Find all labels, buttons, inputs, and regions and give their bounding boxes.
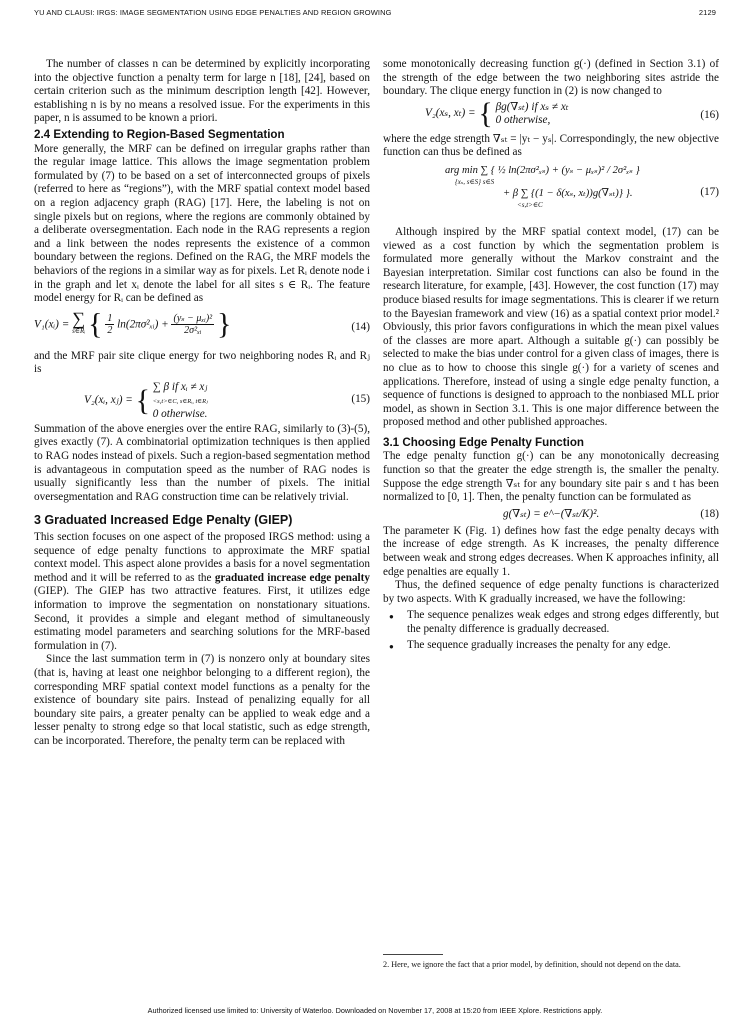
equation-17 [383,160,719,226]
page-number: 2129 [698,8,716,17]
eq14-sum: ∑ [72,308,86,329]
equation-number-14: (14) [351,320,370,333]
eq15-lhs: V₂(xᵢ, xⱼ) = [84,394,133,407]
license-footer: Authorized licensed use limited to: University of Waterloo. Downloaded on November 17, 2008 at 15:20 from IEEE Xplore. Restrictions apply. [147,1006,603,1015]
equation-number-17: (17) [700,186,719,199]
paragraph: The edge penalty function g(·) can be any monotonically decreasing function so that the greater the edge strength is, the smaller the penalty. Suppose the edge strength ∇ₛₜ for any boundary site pair s and t has been normalized to [0, 1]. Then, the penalty function can be formulated as [383,450,719,504]
paragraph: Thus, the defined sequence of edge penalty functions is characterized by two aspects. With K gradually increased, we have the following: [383,579,719,605]
paragraph: where the edge strength ∇ₛₜ = |yₜ − yₛ|. Correspondingly, the new objective function can thus be defined as [383,132,719,159]
equation-number-18: (18) [700,508,719,521]
paragraph: The number of classes n can be determined by explicitly incorporating into the objective function a penalty term for large n [18], [24], based on certain criterion such as the minimum description length [42]. However, establishing n is by no means a resolved issue. For the experiments in this paper, n is assumed to be known a priori. [34,58,370,125]
equation-16: V₂(xₛ, xₜ) = { βg(∇ₛₜ) if xₛ ≠ xₜ 0 otherwise, (16) [425,96,719,130]
eq14-half-num: 1 [107,312,113,324]
running-title: YU AND CLAUSI: IRGS: IMAGE SEGMENTATION USING EDGE PENALTIES AND REGION GROWING [34,8,392,17]
eq14-den: 2σ²ₓᵢ [184,324,202,336]
section-heading-3-1: 3.1 Choosing Edge Penalty Function [383,435,584,449]
equation-14: V₁(xᵢ) = ∑ s∈Rᵢ { $\frac{1}{2}$ ln(2πσ²ₓᵢ) + $\frac{\text{(yₛ − μₓᵢ)²}}{\text{2σ²ₓᵢ}}$ } (14) [34,307,370,341]
eq18-body: g(∇ₛₜ) = e^−(∇ₛₜ/K)². [503,507,600,520]
section-heading-2-4: 2.4 Extending to Region-Based Segmentation [34,127,285,141]
left-column [34,58,370,749]
eq15-case1: ∑ β if xᵢ ≠ xⱼ [152,380,208,393]
eq17-line1: arg min ∑ { ½ ln(2πσ²ₓₛ) + (yₛ − μₓₛ)² / 2σ²ₓₛ } [445,164,640,176]
right-column [383,58,719,654]
paragraph: Although inspired by the MRF spatial context model, (17) can be viewed as a cost function by which the segmentation problem is formulated more generally without the Markov constraint and the Bayesian interpretation. Similar cost functions can also be found in the research literature, for example, [43]. However, the cost function (17) may produce biased results for image segmentations. This is clearer if we return to the Bayesian framework and view (16) as a spatial context prior model.² Obviously, this prior favors configurations in which the mean pixel values of the classes are more apart. Although a suitable g(·) can possibly be selected to make the bias under control for a given class of images, there is no clue as to how to choose this single g(·) for a variety of scenes and applications. Therefore, instead of using a single edge penalty function, a sequence of functions is designed to approach to the nonbiased MLL prior model, as shown in Section 3.1. This is one major difference between the proposed method and other published approaches. [383,225,719,429]
paragraph: The parameter K (Fig. 1) defines how fast the edge penalty decays with the increase of edge strength. As K increases, the penalty difference between weak and strong edges decreases. When K approaches infinity, all edge penalties are equally 1. [383,524,719,578]
paragraph: This section focuses on one aspect of the proposed IRGS method: using a sequence of edge penalty functions to approximate the MRF spatial context model. This aspect alone provides a basis for a novel segmentation method and it will be referred to as the graduated increase edge penalty (GIEP). The GIEP has two attractive features. First, it utilizes edge information to improve the segmentation on nonstationary situations. Second, it provides a simple and elegant method of simultaneously estimating model parameters and searching solutions for the MRF-based formulation in (7). [34,531,370,652]
eq16-lhs: V₂(xₛ, xₜ) = [425,106,476,119]
eq17-sub2: <s,t>∈C [517,200,543,209]
equation-15: V₂(xᵢ, xⱼ) = { ∑ β if xᵢ ≠ xⱼ <s,t>∈C, s∈Rᵢ, t∈Rⱼ 0 otherwise. (15) [84,380,370,420]
equation-number-16: (16) [700,108,719,121]
eq15-case1-sub: <s,t>∈C, s∈Rᵢ, t∈Rⱼ [152,397,208,405]
eq15-case2: 0 otherwise. [152,407,208,420]
list-item: ● The sequence gradually increases the penalty for any edge. [407,639,719,653]
list-item: ● The sequence penalizes weak edges and strong edges differently, but the penalty difference is gradually decreased. [407,609,719,636]
eq14-sum-sub: s∈Rᵢ [72,327,86,336]
equation-number-15: (15) [351,393,370,406]
section-heading-3: 3 Graduated Increased Edge Penalty (GIEP) [34,513,293,528]
eq17-sub1: {xₛ, s∈S} s∈S [455,177,495,186]
eq16-case2: 0 otherwise, [495,113,551,126]
paragraph: some monotonically decreasing function g(·) (defined in Section 3.1) of the strength of the edge between the two neighboring sites astride the boundary. The clique energy function in (2) is now changed to [383,58,719,98]
eq17-line2: + β ∑ {(1 − δ(xₛ, xₜ))g(∇ₛₜ)} }. [503,187,633,199]
eq14-half-den: 2 [107,324,113,336]
eq14-lhs: V₁(xᵢ) = [34,317,70,330]
eq16-case1: βg(∇ₛₜ) if xₛ ≠ xₜ [495,100,569,113]
eq14-num: (yₛ − μₓᵢ)² [173,312,213,324]
paragraph: More generally, the MRF can be defined on irregular graphs rather than the regular image lattice. This allows the image segmentation problem formulated by (7) to be based on a set of interconnected groups of pixels (referred to here as “regions”), with the MRF spatial context model based on a region adjacency graph (RAG) [17]. Here, the labeling is not on single pixels but on regions, where the regions are commonly obtained by a deliberate oversegmentation. Each node in the RAG represents a region and a link between the nodes represents the existence of a common boundary between the regions. Defined on the RAG, the MRF models the behaviors of the regions in a similar way as for pixels. Let Rᵢ denote node i in the graph and let xᵢ denote the label for all sites s ∈ Rᵢ. The feature model energy for Rᵢ can be defined as [34,142,370,305]
running-header [34,8,716,22]
bold-term: graduated increase edge penalty [214,571,370,584]
footnote: 2. Here, we ignore the fact that a prior model, by definition, should not depend on the data. [383,960,681,969]
paragraph: Since the last summation term in (7) is nonzero only at boundary sites (that is, having at least one neighbor belonging to a different region), the corresponding MRF spatial context model functions as a penalty for the existence of boundary site pairs. Instead of penalizing equally for all boundary site pairs, a greater penalty can be applied to weak edge and a lesser penalty to strong edge so that local statistic, such as edge strength, can be incorporated. Therefore, the penalty term can be replaced with [34,653,370,747]
paragraph: Summation of the above energies over the entire RAG, similarly to (3)-(5), gives exactly (7). A combinatorial optimization techniques is then applied to RAG nodes instead of pixels. Such a region-based segmentation method is advantageous in computation speed as the number of RAG nodes is usually significantly less than the number of pixels. The initial oversegmentation and RAG construction time can be relatively trivial. [34,422,370,503]
paragraph: and the MRF pair site clique energy for two neighboring nodes Rᵢ and Rⱼ is [34,349,370,376]
equation-18 [383,505,719,525]
eq14-ln: ln(2πσ²ₓᵢ) + [117,317,169,330]
bullet-list [383,609,719,652]
footnote-rule [383,954,443,955]
